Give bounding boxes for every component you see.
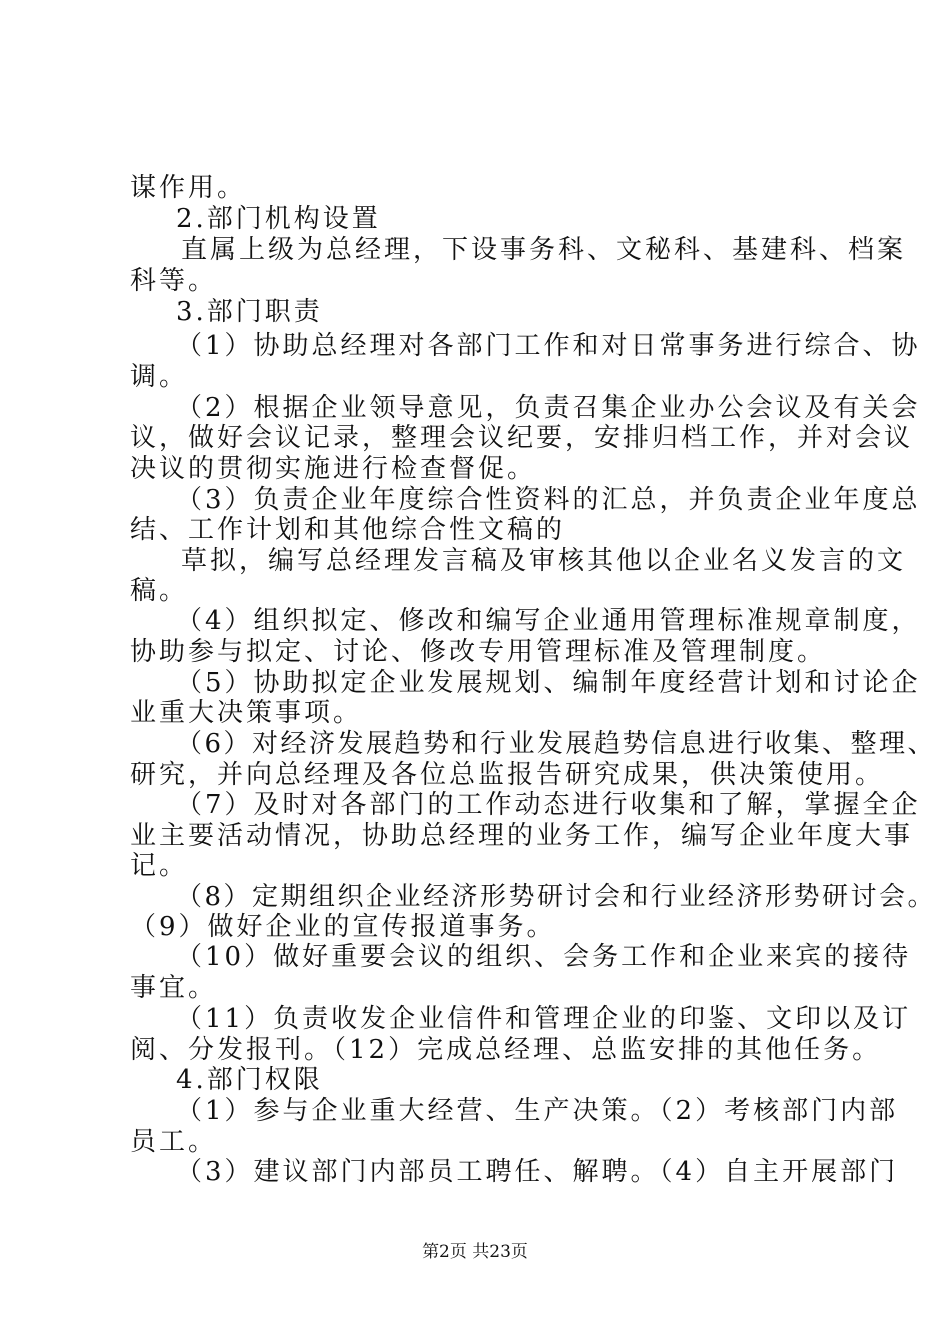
text-line: 草拟，编写总经理发言稿及审核其他以企业名义发言的文 (181, 546, 907, 576)
text-line: （10）做好重要会议的组织、会务工作和企业来宾的接待 (176, 942, 912, 972)
text-line: 业主要活动情况，协助总经理的业务工作，编写企业年度大事 (130, 821, 914, 851)
text-line: 事宜。 (130, 973, 218, 1003)
text-line: （3）负责企业年度综合性资料的汇总，并负责企业年度总 (176, 485, 921, 515)
text-line: 协助参与拟定、讨论、修改专用管理标准及管理制度。 (130, 637, 827, 667)
text-line: （1）参与企业重大经营、生产决策。（2）考核部门内部 (176, 1096, 899, 1126)
text-line: （3）建议部门内部员工聘任、解聘。（4）自主开展部门 (176, 1157, 899, 1187)
text-line: （9）做好企业的宣传报道事务。 (130, 912, 556, 942)
text-line: （7）及时对各部门的工作动态进行收集和了解，掌握全企 (176, 790, 921, 820)
text-line: 决议的贯彻实施进行检查督促。 (130, 454, 537, 484)
text-line: （8）定期组织企业经济形势研讨会和行业经济形势研讨会。 (176, 882, 937, 912)
text-line: 员工。 (130, 1127, 218, 1157)
page-number-footer: 第2页 共23页 (422, 1242, 528, 1262)
text-line: 谋作用。 (130, 173, 247, 203)
text-line: （1）协助总经理对各部门工作和对日常事务进行综合、协 (176, 331, 921, 361)
text-line: 阅、分发报刊。（12）完成总经理、总监安排的其他任务。 (130, 1035, 882, 1065)
text-line: 研究，并向总经理及各位总监报告研究成果，供决策使用。 (130, 760, 885, 790)
section-heading: 3.部门职责 (176, 297, 323, 327)
text-line: （4）组织拟定、修改和编写企业通用管理标准规章制度， (176, 606, 921, 636)
text-line: （5）协助拟定企业发展规划、编制年度经营计划和讨论企 (176, 668, 921, 698)
text-line: （11）负责收发企业信件和管理企业的印鉴、文印以及订 (176, 1004, 912, 1034)
text-line: 稿。 (130, 576, 189, 606)
section-heading: 2.部门机构设置 (176, 204, 381, 234)
text-line: 业重大决策事项。 (130, 698, 363, 728)
text-line: 结、工作计划和其他综合性文稿的 (130, 515, 566, 545)
section-heading: 4.部门权限 (176, 1065, 323, 1095)
text-line: 科等。 (130, 266, 218, 296)
text-line: 直属上级为总经理，下设事务科、文秘科、基建科、档案 (181, 235, 907, 265)
text-line: （6）对经济发展趋势和行业发展趋势信息进行收集、整理、 (176, 729, 937, 759)
text-line: （2）根据企业领导意见，负责召集企业办公会议及有关会 (176, 393, 921, 423)
text-line: 调。 (130, 362, 189, 392)
text-line: 议，做好会议记录，整理会议纪要，安排归档工作，并对会议 (130, 423, 914, 453)
text-line: 记。 (130, 851, 189, 881)
